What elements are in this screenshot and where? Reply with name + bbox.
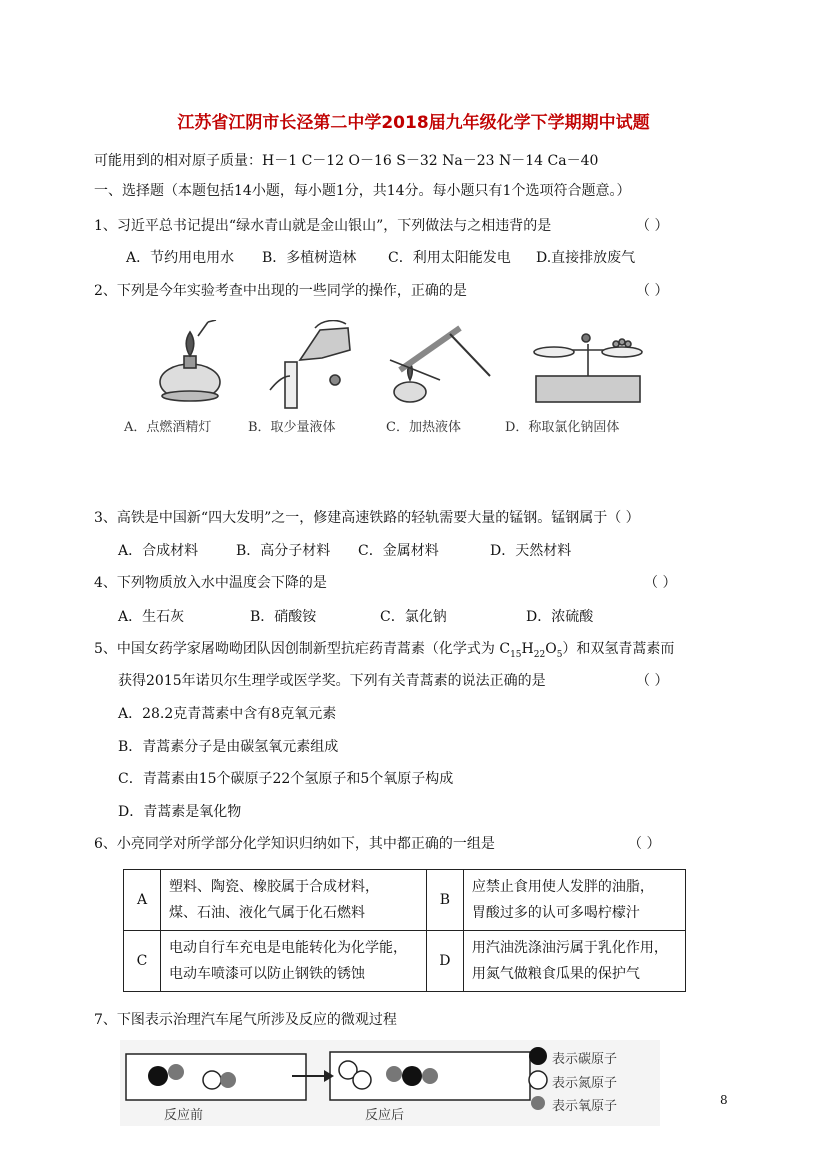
q7-before-label: 反应前	[164, 1108, 204, 1123]
alcohol-lamp-figure	[160, 320, 220, 401]
q5-stem-line2: 获得2015年诺贝尔生理学或医学奖。下列有关青蒿素的说法正确的是	[118, 673, 546, 689]
reaction-arrow-shaft	[292, 1075, 328, 1077]
q4-option-c: C．氯化钠	[380, 609, 447, 625]
q1-option-d: D.直接排放废气	[536, 250, 636, 266]
q7-stem: 7、下图表示治理汽车尾气所涉及反应的微观过程	[94, 1012, 397, 1028]
legend-oxygen: 表示氧原子	[552, 1099, 618, 1114]
table-key-a: A	[124, 870, 161, 931]
table-cell-b: 应禁止食用使人发胖的油脂， 胃酸过多的认可多喝柠檬汁	[463, 870, 685, 931]
page-number: 8	[720, 1093, 728, 1107]
q2-caption-d: D．称取氯化钠固体	[505, 420, 620, 435]
q2-stem: 2、下列是今年实验考查中出现的一些同学的操作，正确的是	[94, 283, 467, 299]
page-title: 江苏省江阴市长泾第二中学2018届九年级化学下学期期中试题	[177, 113, 650, 133]
q2-lab-figures	[150, 320, 670, 412]
q1-option-a: A．节约用电用水	[126, 250, 235, 266]
q3-option-c: C．金属材料	[358, 543, 439, 559]
q3-option-a: A．合成材料	[118, 543, 199, 559]
q5-option-d: D．青蒿素是氧化物	[118, 804, 242, 820]
table-key-d: D	[426, 931, 463, 992]
q3-option-d: D．天然材料	[490, 543, 572, 559]
q2-answer-paren: （ ）	[636, 283, 669, 299]
q2-caption-b: B．取少量液体	[248, 420, 336, 435]
section-heading: 一、选择题（本题包括14小题，每小题1分，共14分。每小题只有1个选项符合题意。）	[94, 183, 631, 199]
q7-after-label: 反应后	[365, 1108, 405, 1123]
q5-option-b: B．青蒿素分子是由碳氢氧元素组成	[118, 739, 339, 755]
q5-option-c: C．青蒿素由15个碳原子22个氢原子和5个氧原子构成	[118, 771, 454, 787]
q4-option-a: A．生石灰	[118, 609, 185, 625]
table-key-b: B	[426, 870, 463, 931]
table-cell-a: 塑料、陶瓷、橡胶属于合成材料， 煤、石油、液化气属于化石燃料	[161, 870, 427, 931]
q5-option-a: A．28.2克青蒿素中含有8克氧元素	[118, 706, 337, 722]
q6-stem: 6、小亮同学对所学部分化学知识归纳如下，其中都正确的一组是	[94, 836, 495, 852]
q2-caption-a: A．点燃酒精灯	[124, 420, 212, 435]
q4-option-d: D．浓硫酸	[526, 609, 594, 625]
q4-stem: 4、下列物质放入水中温度会下降的是	[94, 575, 327, 591]
q6-answer-paren: （ ）	[628, 836, 661, 852]
q4-answer-paren: （ ）	[644, 575, 677, 591]
q5-stem-line1: 5、中国女药学家屠呦呦团队因创制新型抗疟药青蒿素（化学式为 $C_{15}H_{22}O_5$）和双氢青蒿素而	[94, 641, 675, 660]
heating-figure	[390, 328, 490, 402]
legend-carbon: 表示碳原子	[552, 1052, 618, 1067]
q3-stem: 3、高铁是中国新“四大发明”之一，修建高速铁路的轻轨需要大量的锰钢。锰钢属于（ ）	[94, 510, 640, 526]
q5-answer-paren: （ ）	[636, 673, 669, 689]
q1-answer-paren: （ ）	[636, 218, 669, 234]
table-row	[124, 931, 686, 992]
pour-liquid-figure	[270, 321, 350, 408]
q4-option-b: B．硝酸铵	[250, 609, 317, 625]
balance-figure	[534, 334, 642, 402]
q3-option-b: B．高分子材料	[236, 543, 331, 559]
q1-stem: 1、习近平总书记提出“绿水青山就是金山银山”，下列做法与之相违背的是	[94, 218, 552, 234]
reaction-arrow-head	[324, 1070, 334, 1082]
table-key-c: C	[124, 931, 161, 992]
legend-nitrogen: 表示氮原子	[552, 1076, 618, 1091]
table-cell-c: 电动自行车充电是电能转化为化学能， 电动车喷漆可以防止钢铁的锈蚀	[161, 931, 427, 992]
table-row	[124, 870, 686, 931]
q1-option-b: B．多植树造林	[262, 250, 357, 266]
atomic-mass-line: 可能用到的相对原子质量：H－1 C－12 O－16 S－32 Na－23 N－14 Ca－40	[94, 153, 599, 169]
table-cell-d: 用汽油洗涤油污属于乳化作用， 用氮气做粮食瓜果的保护气	[463, 931, 685, 992]
q2-caption-c: C．加热液体	[386, 420, 461, 435]
q6-knowledge-table	[123, 869, 686, 992]
q1-option-c: C．利用太阳能发电	[388, 250, 511, 266]
